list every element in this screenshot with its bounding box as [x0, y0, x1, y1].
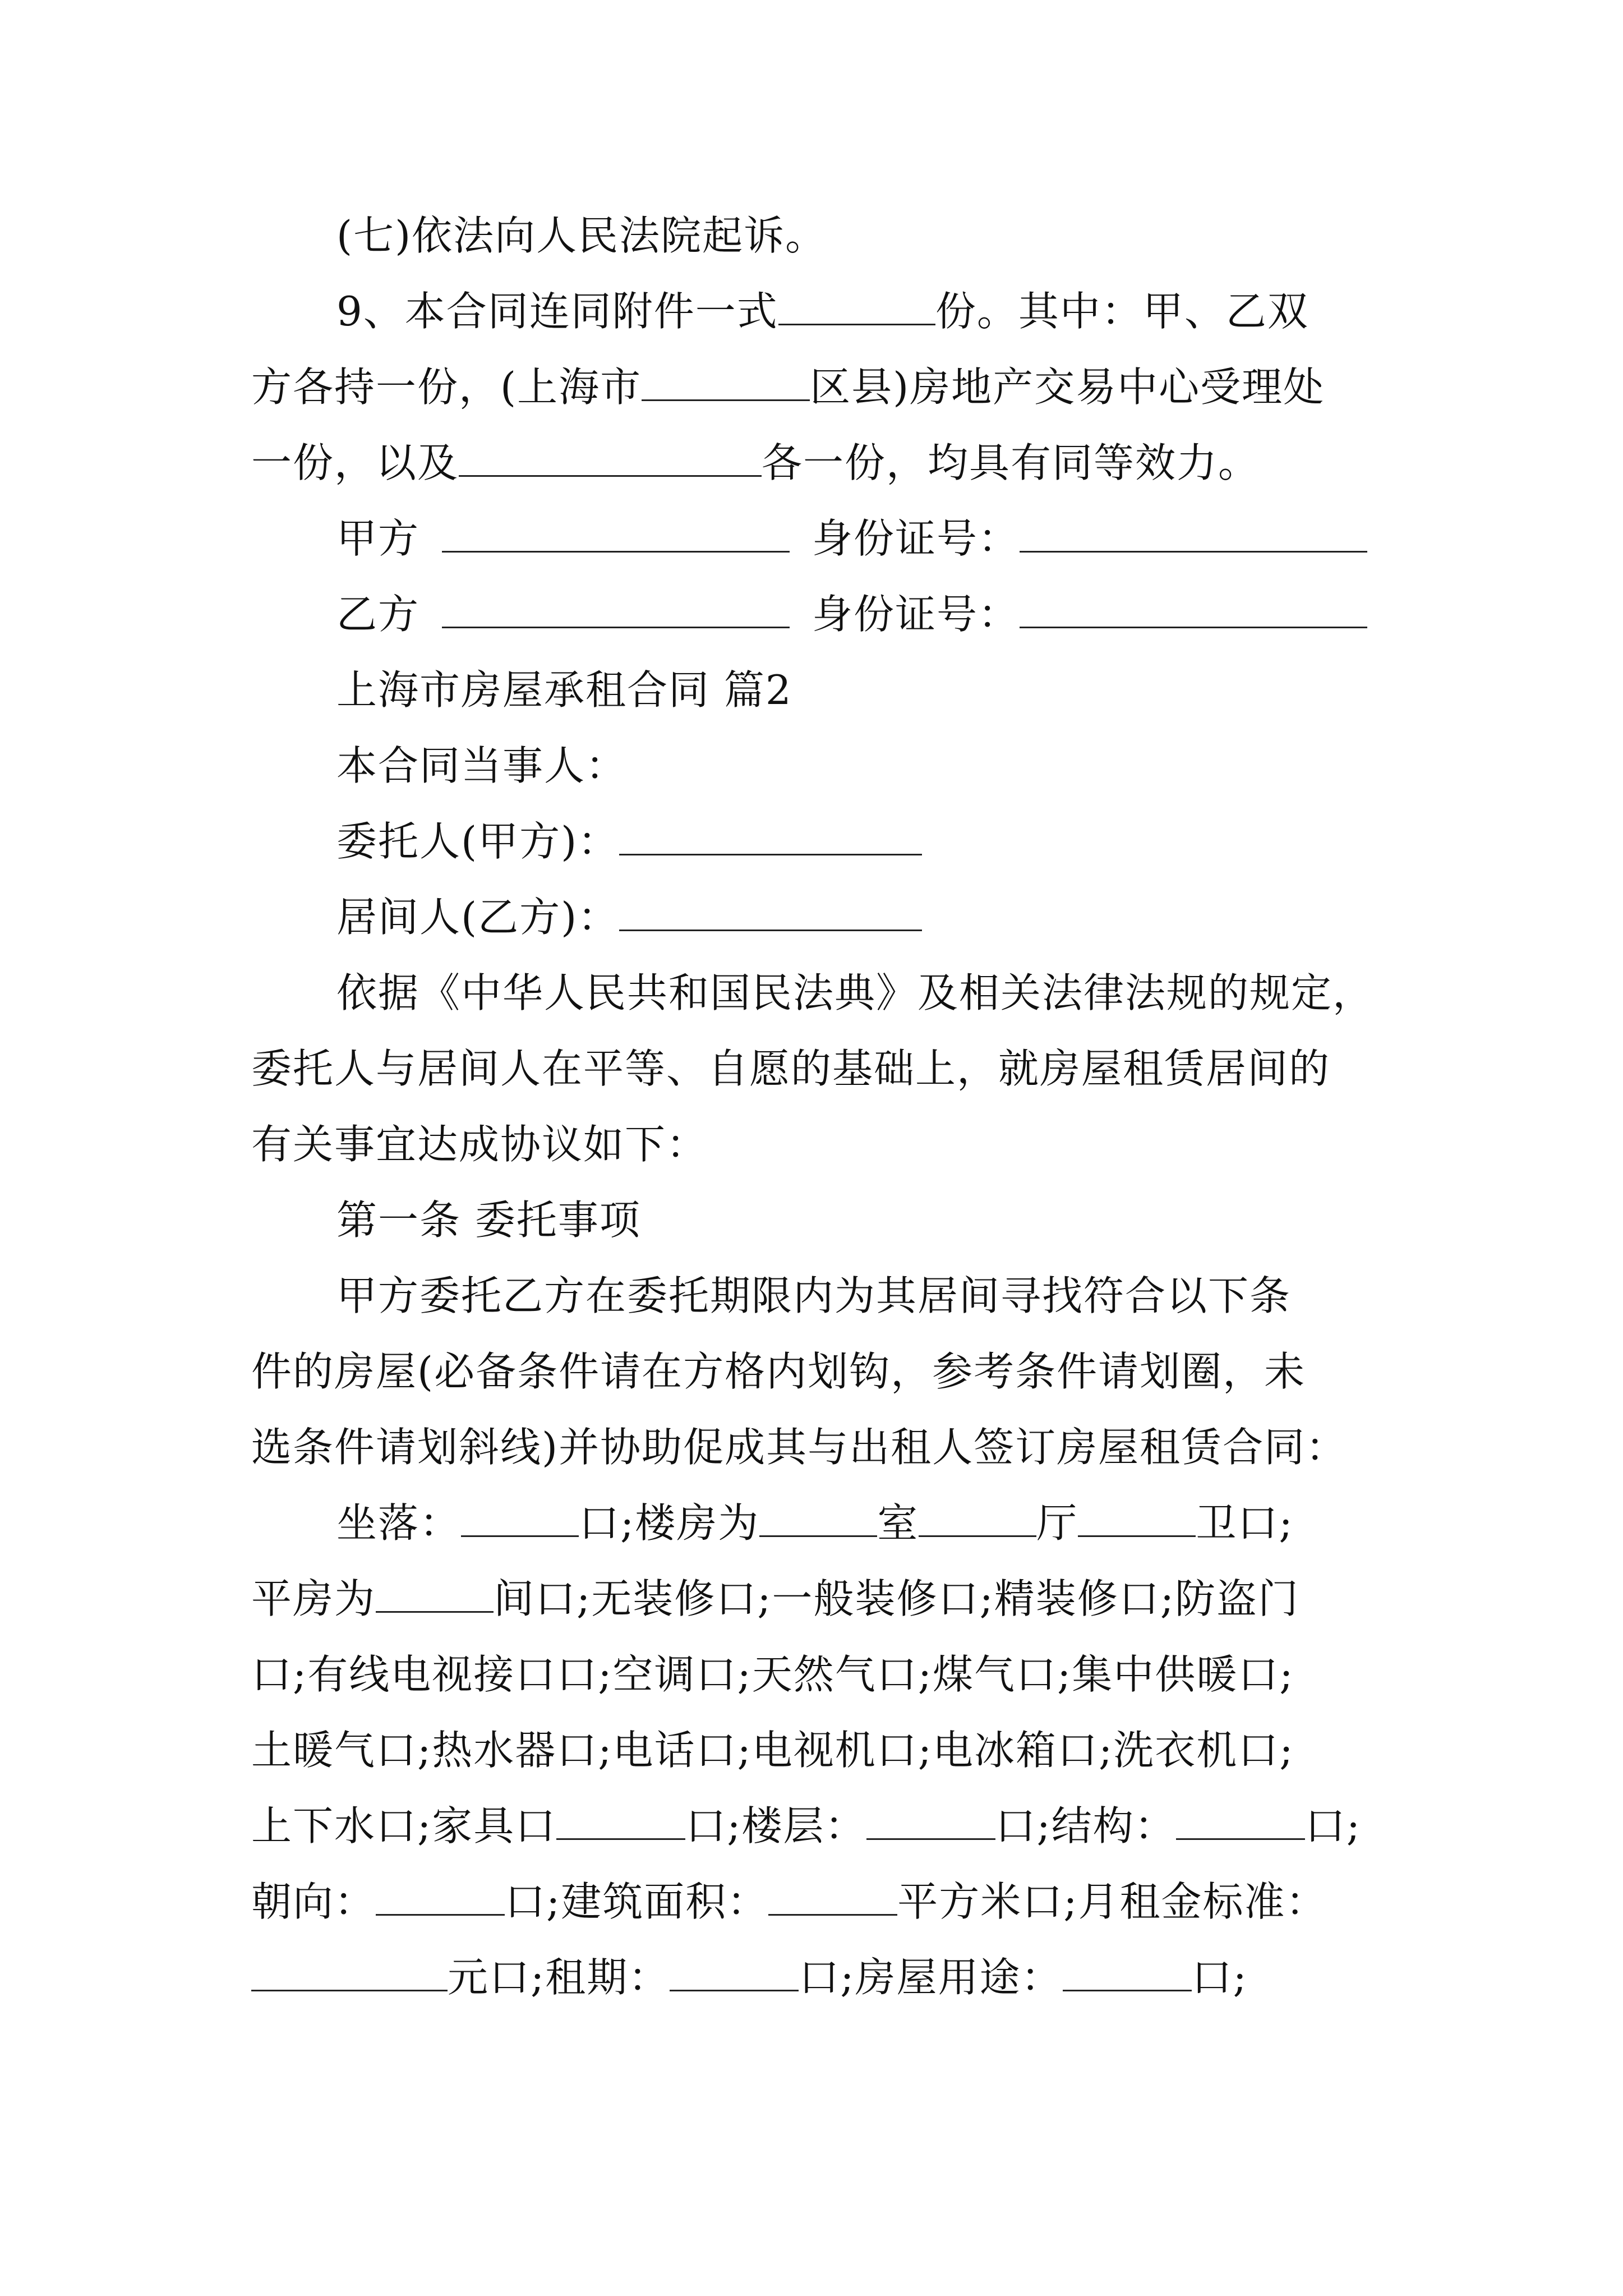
- conditions-line-4: [251, 1722, 1382, 1778]
- client-line: [336, 813, 1467, 869]
- conditions-line-6: [251, 1874, 1382, 1930]
- section-title: [336, 662, 1467, 718]
- preamble-line-3: [251, 1116, 1382, 1172]
- text: 口;建筑面积：: [505, 1878, 769, 1925]
- text: 有关事宜达成协议如下：: [251, 1121, 708, 1168]
- text: 第一条 委托事项: [336, 1197, 641, 1244]
- text: 口;楼房为: [579, 1499, 760, 1547]
- text: 一份，以及: [251, 439, 459, 486]
- party-b-id-field[interactable]: [1020, 591, 1367, 628]
- article-1-line-2: [251, 1343, 1382, 1400]
- conditions-line-1: [336, 1495, 1467, 1551]
- location-field[interactable]: [461, 1499, 579, 1537]
- text: 方各持一份，(上海市: [251, 364, 642, 411]
- lease-term-field[interactable]: [670, 1954, 799, 1991]
- clause-9-line-2: [251, 359, 1382, 415]
- conditions-line-3: [251, 1646, 1382, 1703]
- text: 卫口;: [1196, 1499, 1294, 1547]
- blank-district-field[interactable]: [642, 364, 810, 401]
- preamble-line-2: [251, 1041, 1382, 1097]
- text: 口;房屋用途：: [799, 1954, 1063, 2001]
- orientation-field[interactable]: [376, 1878, 505, 1916]
- party-a-id-field[interactable]: [1020, 515, 1367, 553]
- bungalow-rooms-field[interactable]: [376, 1575, 494, 1613]
- party-a-label: 甲方: [336, 515, 420, 562]
- text: (七)依法向人民法院起诉。: [336, 212, 827, 259]
- preamble-line-1: [336, 965, 1467, 1021]
- text: 坐落：: [336, 1499, 462, 1547]
- parties-heading: [336, 738, 1467, 794]
- floor-field[interactable]: [866, 1802, 995, 1840]
- article-1-line-1: [336, 1268, 1467, 1324]
- text: 委托人(甲方)：: [336, 818, 620, 865]
- party-b-name-field[interactable]: [442, 591, 790, 628]
- rooms-field[interactable]: [759, 1499, 877, 1537]
- text: 9、本合同连同附件一式: [336, 288, 778, 335]
- text: 居间人(乙方)：: [336, 894, 620, 941]
- conditions-line-5: [251, 1798, 1382, 1854]
- monthly-rent-field[interactable]: [251, 1954, 448, 1991]
- clause-9-line-1: [336, 283, 1467, 339]
- id-number-label: 身份证号：: [812, 515, 1020, 562]
- text: 上海市房屋承租合同 篇2: [336, 666, 792, 714]
- party-a-signature-line: [336, 510, 1467, 567]
- text: 份。其中：甲、乙双: [935, 288, 1309, 335]
- text: 口;: [1304, 1802, 1362, 1849]
- text: 朝向：: [251, 1878, 376, 1925]
- text: 甲方委托乙方在委托期限内为其居间寻找符合以下条: [336, 1272, 1292, 1319]
- text: 口;结构：: [995, 1802, 1176, 1849]
- broker-name-field[interactable]: [619, 894, 922, 931]
- text: 口;有线电视接口口;空调口;天然气口;煤气口;集中供暖口;: [251, 1651, 1294, 1698]
- broker-line: [336, 889, 1467, 945]
- clause-9-line-3: [251, 435, 1382, 491]
- text: 区县)房地产交易中心受理处: [810, 364, 1325, 411]
- text: 室: [877, 1499, 919, 1547]
- blank-others-field[interactable]: [459, 439, 762, 477]
- text: 选条件请划斜线)并协助促成其与出租人签订房屋租赁合同：: [251, 1424, 1348, 1471]
- area-field[interactable]: [768, 1878, 897, 1916]
- text: 平方米口;月租金标准：: [897, 1878, 1327, 1925]
- text: 间口;无装修口;一般装修口;精装修口;防盗门: [494, 1575, 1300, 1622]
- text: 口;楼层：: [685, 1802, 866, 1849]
- baths-field[interactable]: [1078, 1499, 1196, 1537]
- id-number-label: 身份证号：: [812, 591, 1020, 638]
- text: 厅: [1036, 1499, 1078, 1547]
- text: 土暖气口;热水器口;电话口;电视机口;电冰箱口;洗衣机口;: [251, 1727, 1294, 1774]
- conditions-line-7: [251, 1949, 1382, 2005]
- text: 委托人与居间人在平等、自愿的基础上，就房屋租赁居间的: [251, 1045, 1331, 1092]
- text: 上下水口;家具口: [251, 1802, 557, 1849]
- blank-copies-field[interactable]: [778, 288, 935, 325]
- party-a-name-field[interactable]: [442, 515, 790, 553]
- party-b-signature-line: [336, 586, 1467, 642]
- clause-7-line: [336, 208, 1467, 264]
- text: 各一份，均具有同等效力。: [762, 439, 1260, 486]
- usage-field[interactable]: [1063, 1954, 1192, 1991]
- text: 口;: [1191, 1954, 1248, 2001]
- structure-field[interactable]: [1176, 1802, 1305, 1840]
- client-name-field[interactable]: [619, 818, 922, 855]
- text: 件的房屋(必备条件请在方格内划钩，参考条件请划圈，未: [251, 1348, 1306, 1395]
- text: 依据《中华人民共和国民法典》及相关法律法规的规定，: [336, 969, 1375, 1016]
- furniture-field[interactable]: [556, 1802, 685, 1840]
- text: 本合同当事人：: [336, 742, 628, 789]
- text: 平房为: [251, 1575, 376, 1622]
- article-1-heading: [336, 1192, 1467, 1248]
- party-b-label: 乙方: [336, 591, 420, 638]
- conditions-line-2: [251, 1571, 1382, 1627]
- text: 元口;租期：: [448, 1954, 670, 2001]
- article-1-line-3: [251, 1419, 1382, 1475]
- halls-field[interactable]: [919, 1499, 1036, 1537]
